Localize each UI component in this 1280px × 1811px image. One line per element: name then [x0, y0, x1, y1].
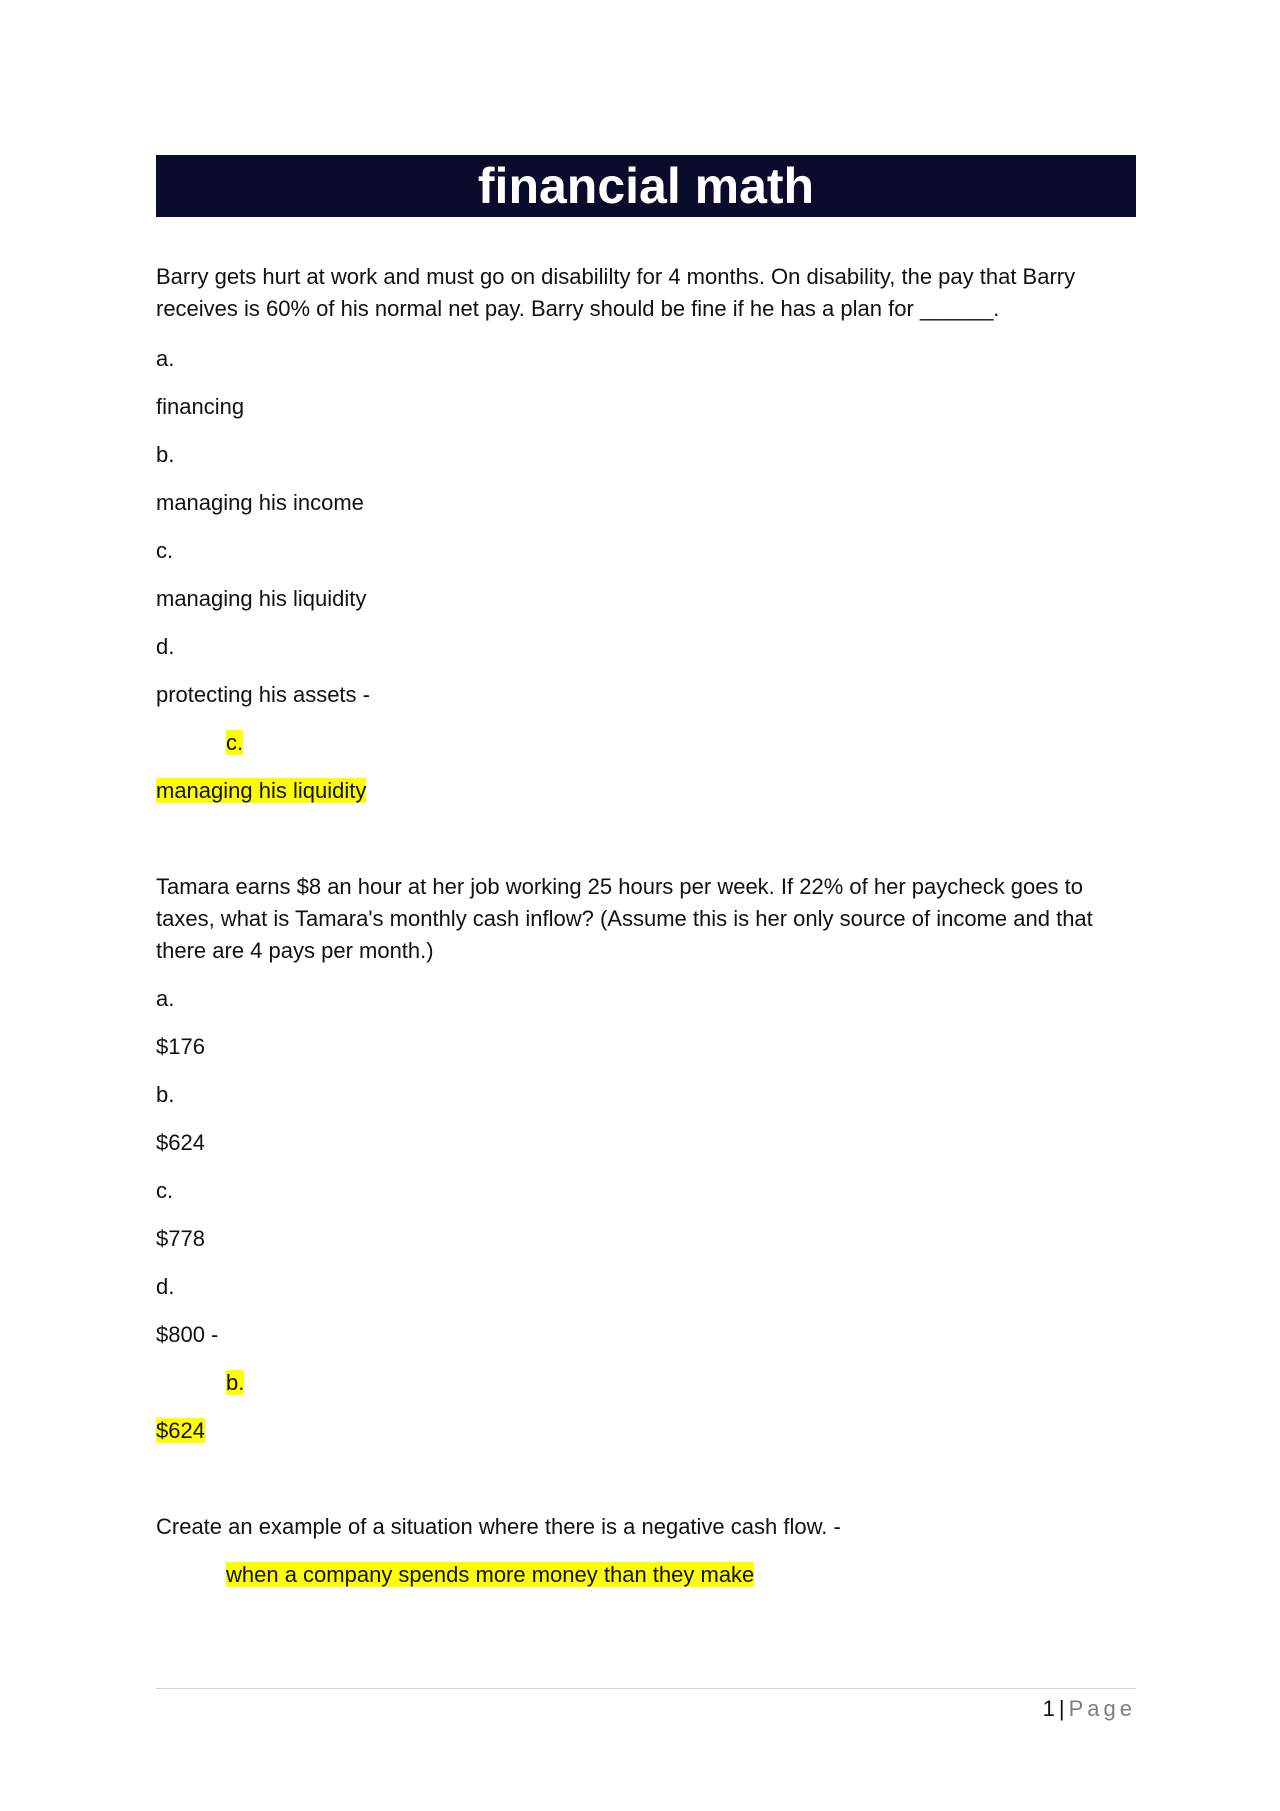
- q1-answer-text-line: [156, 775, 366, 807]
- q1-option-d-letter: d.: [156, 634, 175, 659]
- q2-answer-text: $624: [156, 1418, 205, 1443]
- q3-answer-text: when a company spends more money than they make: [226, 1562, 755, 1587]
- q2-option-d-letter: d.: [156, 1274, 175, 1299]
- q2-answer-letter-line: [226, 1367, 244, 1399]
- page-number: 1: [1042, 1696, 1055, 1721]
- q2-option-a-text: $176: [156, 1034, 205, 1059]
- q1-option-c-text: managing his liquidity: [156, 586, 367, 611]
- q1-option-c-letter: c.: [156, 538, 174, 563]
- document-title: financial math: [477, 158, 815, 214]
- question-2: [156, 871, 1136, 967]
- q1-answer-letter-line: [226, 727, 243, 759]
- q1-option-a-text: financing: [156, 394, 245, 419]
- q2-answer-text-line: [156, 1415, 205, 1447]
- q2-option-c-letter: c.: [156, 1178, 174, 1203]
- question-2-text: Tamara earns $8 an hour at her job working 25 hours per week. If 22% of her paycheck goes to taxes, what is Tamara's monthly cash inflow? (Assume this is her only source of income and that there are 4 pays per month.): [156, 874, 1099, 963]
- question-1: [156, 261, 1136, 325]
- q2-option-a-letter: a.: [156, 986, 175, 1011]
- q2-option-b-letter: b.: [156, 1082, 175, 1107]
- document-page: [156, 155, 1136, 1587]
- q1-option-b-text: managing his income: [156, 490, 364, 515]
- q1-answer-text: managing his liquidity: [156, 778, 367, 803]
- q1-option-a-letter: a.: [156, 346, 175, 371]
- q2-option-b-text: $624: [156, 1130, 205, 1155]
- q2-option-d-text: $800 -: [156, 1322, 219, 1347]
- page-footer: [1043, 1694, 1136, 1724]
- q1-option-b-letter: b.: [156, 442, 175, 467]
- question-1-text: Barry gets hurt at work and must go on disabililty for 4 months. On disability, the pay that Barry receives is 60% of his normal net pay. Barry should be fine if he has a plan for ______.: [156, 264, 1082, 321]
- question-3-text: Create an example of a situation where there is a negative cash flow. -: [156, 1514, 841, 1539]
- q1-option-d-text: protecting his assets -: [156, 682, 370, 707]
- footer-separator: |: [1058, 1696, 1065, 1721]
- title-banner: [156, 155, 1136, 217]
- page-label: Page: [1068, 1696, 1136, 1721]
- q2-answer-letter: b.: [226, 1370, 245, 1395]
- q2-option-c-text: $778: [156, 1226, 205, 1251]
- q3-answer-line: [226, 1559, 754, 1591]
- footer-divider: [156, 1688, 1136, 1689]
- q1-answer-letter: c.: [226, 730, 244, 755]
